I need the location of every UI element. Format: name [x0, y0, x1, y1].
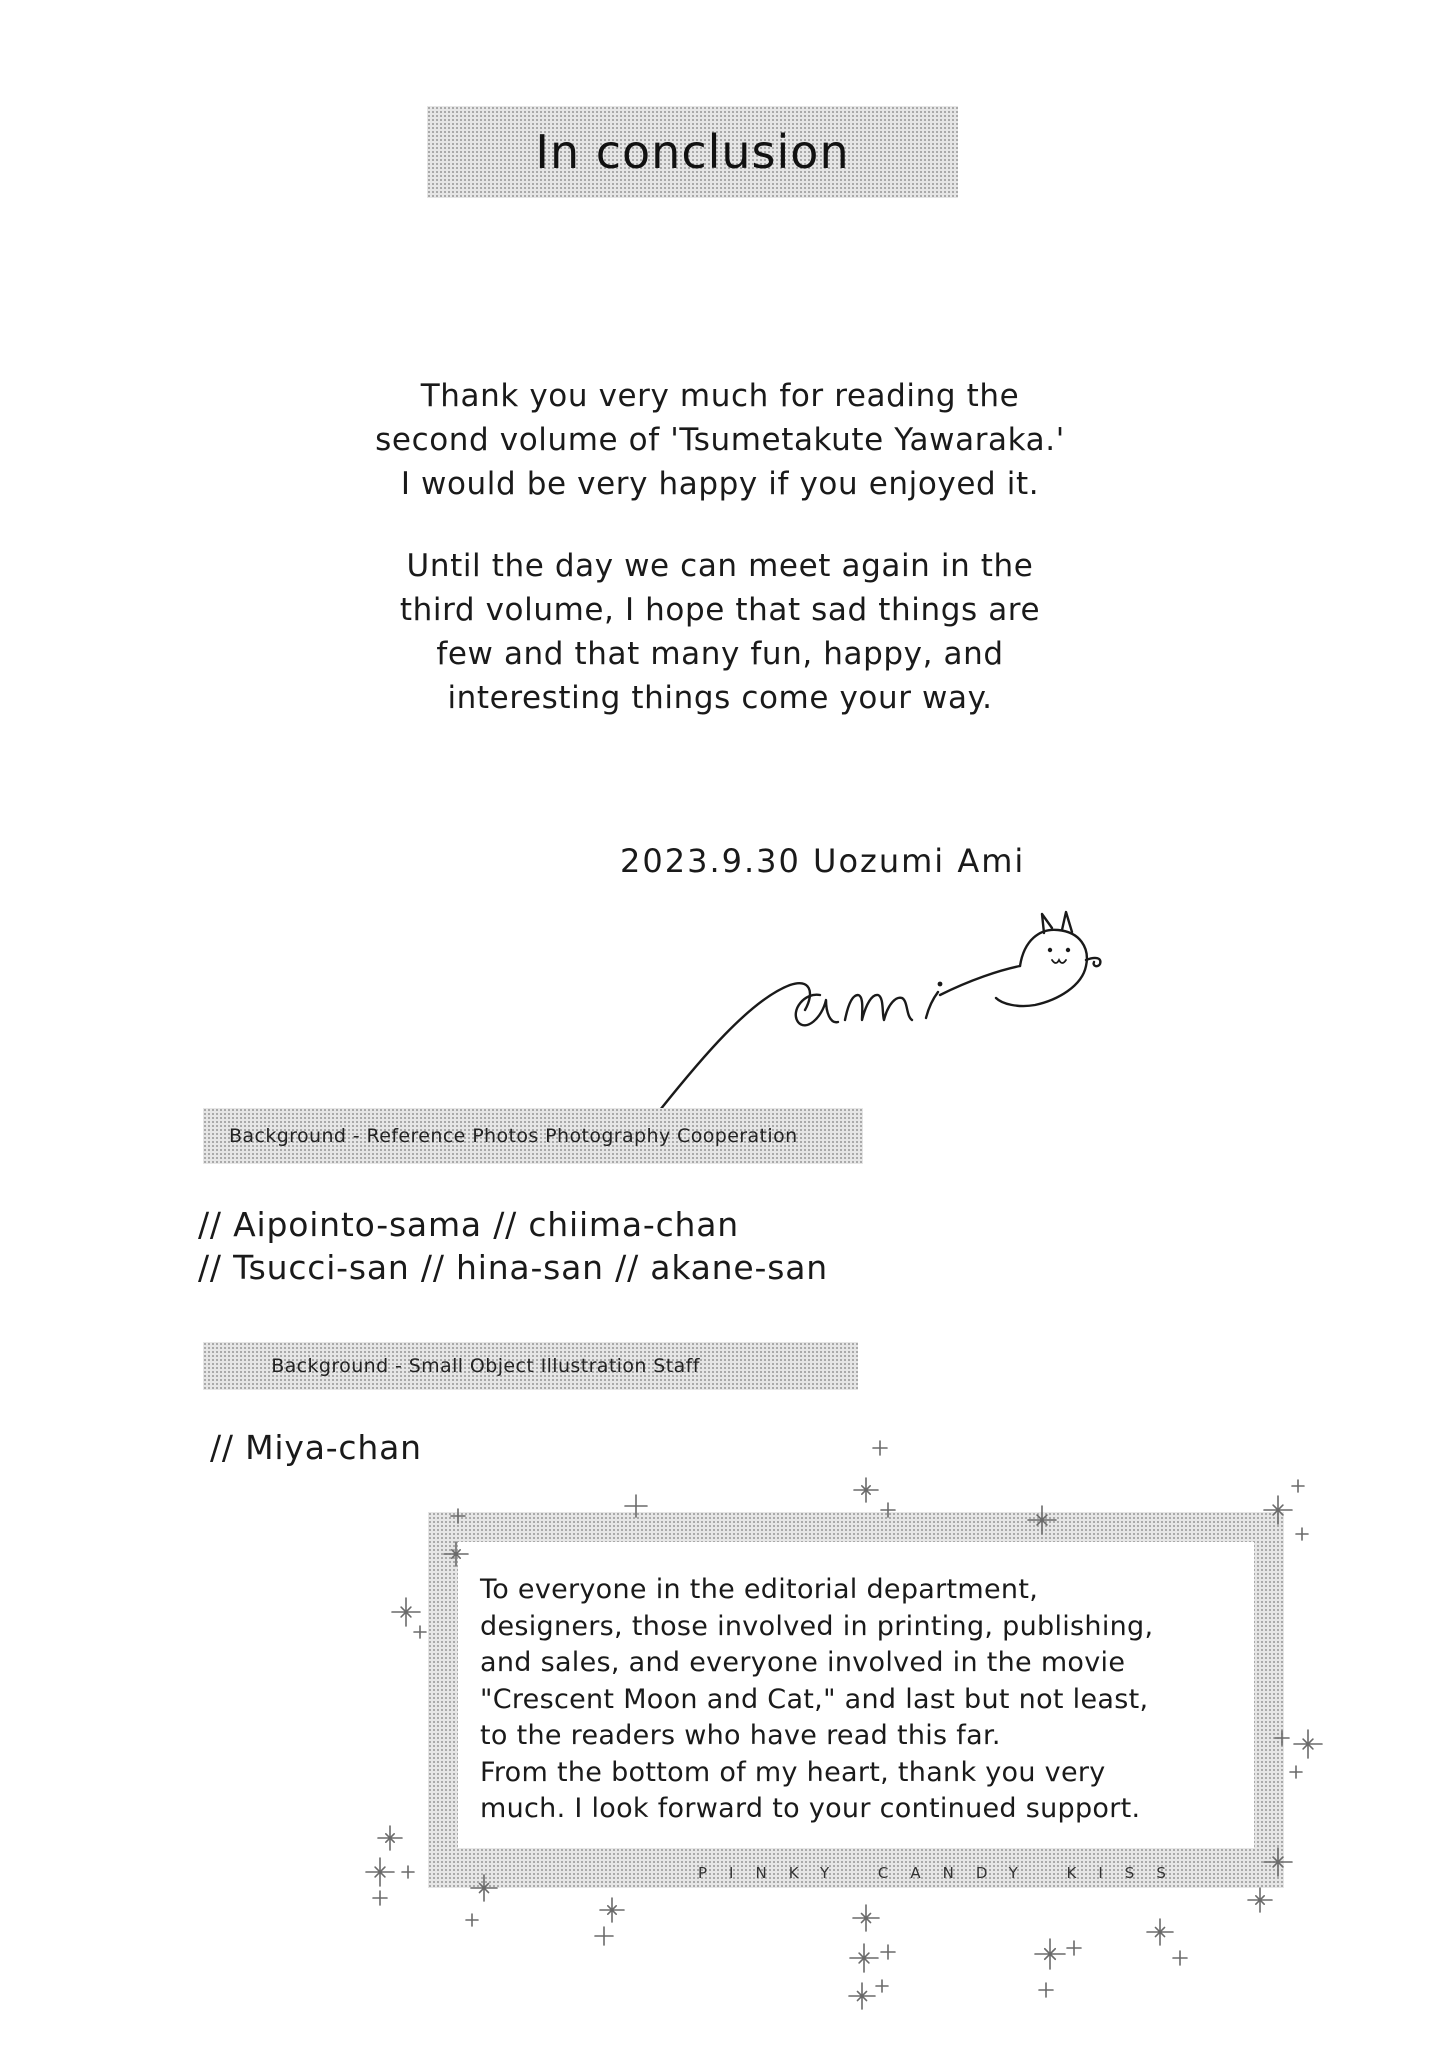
- sparkle-icon: [1290, 1766, 1302, 1778]
- sparkle-icon: [366, 1858, 394, 1886]
- message-line: I would be very happy if you enjoyed it.: [400, 466, 1040, 502]
- thanks-line: much. I look forward to your continued support.: [480, 1793, 1141, 1824]
- dateline: 2023.9.30 Uozumi Ami: [620, 842, 1026, 880]
- message-line: Thank you very much for reading the: [420, 378, 1020, 414]
- sparkle-icon: [1039, 1983, 1053, 1997]
- message-line: second volume of 'Tsumetakute Yawaraka.': [375, 422, 1065, 458]
- message-paragraph-2: [300, 544, 1140, 720]
- sparkle-icon: [1292, 1480, 1304, 1492]
- sparkle-icon: [1035, 1939, 1065, 1969]
- sparkle-icon: [466, 1914, 478, 1926]
- credits-line: // Tsucci-san // hina-san // akane-san: [198, 1248, 828, 1287]
- credits-heading-band: [203, 1342, 858, 1390]
- message-line: few and that many fun, happy, and: [436, 636, 1004, 672]
- thanks-line: "Crescent Moon and Cat," and last but not least,: [480, 1683, 1149, 1715]
- thanks-line: From the bottom of my heart, thank you very: [480, 1756, 1106, 1788]
- cat-signature-icon: [640, 900, 1160, 1130]
- credits-line: // Miya-chan: [210, 1428, 422, 1467]
- message-line: Until the day we can meet again in the: [406, 548, 1034, 584]
- thanks-line: designers, those involved in printing, publishing,: [480, 1610, 1154, 1642]
- message-line: third volume, I hope that sad things are: [399, 592, 1041, 628]
- title-banner: [427, 106, 958, 198]
- thanks-message: [480, 1572, 1270, 1828]
- sparkle-icon: [850, 1944, 878, 1972]
- sparkle-icon: [1248, 1888, 1272, 1912]
- page-title: In conclusion: [535, 125, 850, 179]
- sparkle-icon: [854, 1478, 878, 1502]
- credits-heading: Background - Reference Photos Photography Cooperation: [229, 1125, 798, 1147]
- sparkle-icon: [1173, 1951, 1187, 1965]
- sparkle-icon: [881, 1945, 895, 1959]
- sparkle-icon: [1296, 1528, 1308, 1540]
- thanks-line: To everyone in the editorial department,: [480, 1574, 1039, 1605]
- thanks-line: to the readers who have read this far.: [480, 1720, 1001, 1751]
- sparkle-icon: [876, 1980, 888, 1992]
- credits-line: // Aipointo-sama // chiima-chan: [198, 1205, 740, 1244]
- message-paragraph-1: [300, 374, 1140, 506]
- thanks-line: and sales, and everyone involved in the movie: [480, 1647, 1126, 1678]
- sparkle-icon: [402, 1866, 414, 1878]
- frame-caption: PINKY CANDY KISS: [698, 1864, 1188, 1882]
- sparkle-icon: [600, 1898, 624, 1922]
- sparkle-icon: [853, 1905, 879, 1931]
- message-line: interesting things come your way.: [447, 680, 993, 716]
- credits-heading: Background - Small Object Illustration Staff: [271, 1355, 700, 1377]
- thanks-frame: [428, 1512, 1284, 1888]
- sparkle-icon: [595, 1927, 613, 1945]
- sparkle-icon: [873, 1441, 887, 1455]
- sparkle-icon: [849, 1983, 875, 2009]
- sparkle-icon: [392, 1598, 420, 1626]
- sparkle-icon: [1294, 1730, 1322, 1758]
- sparkle-icon: [373, 1891, 387, 1905]
- sparkle-icon: [1067, 1941, 1081, 1955]
- sparkle-icon: [378, 1826, 402, 1850]
- credits-heading-band: [203, 1108, 863, 1164]
- sparkle-icon: [1147, 1919, 1173, 1945]
- sparkle-icon: [414, 1626, 426, 1638]
